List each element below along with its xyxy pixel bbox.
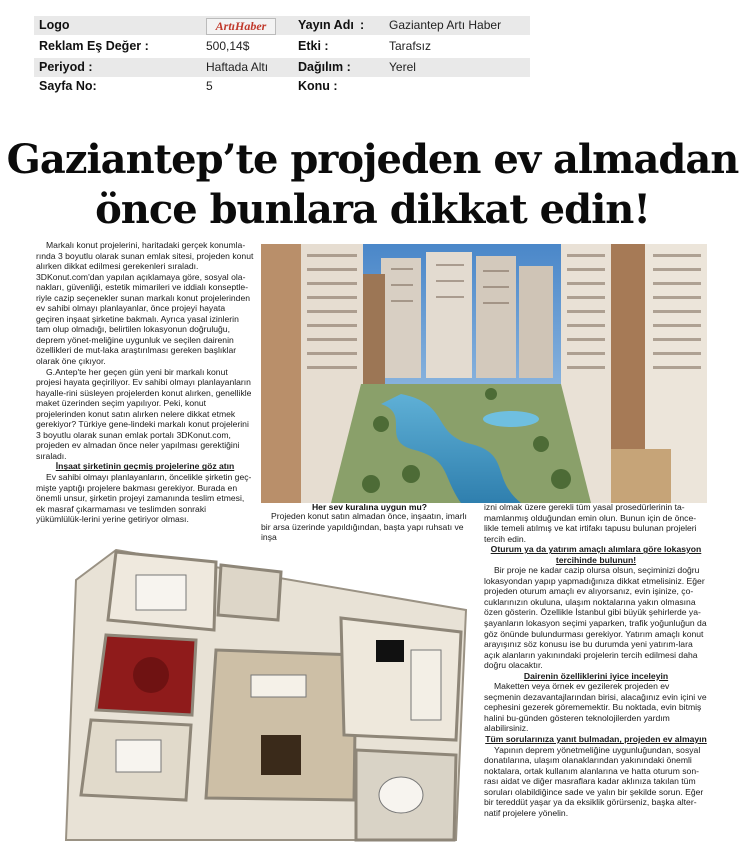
middle-column	[261, 511, 478, 543]
meta-row-periyod	[34, 58, 530, 77]
sayfa-label: Sayfa No:	[39, 79, 97, 93]
middle-paragraph-1: Projeden konut satın almadan önce, inşaatın, imarlı bir arsa üzerinde yapıldığından, başta yapı ruhsatı ve inşa	[261, 511, 467, 543]
apartment-floor-plan-illustration	[56, 540, 476, 860]
left-paragraph-3: G.Antep'te her geçen gün yeni bir markalı konut projesi hayata geçiriliyor. Ev sahibi olmayı planlayanların hayalle-rini süsleyen projelerden konut alırken, genellikle maket üzerinden seçim yapılıyor. Peki, konut projelerinden konut satın alırken nelere dikkat etmek gerekiyor? Türkiye gene-lindeki markalı konut projelerini 3 boyutlu olarak sunan emlak portalı 3DKonut.com, projeden ev almadan önce neler yapılması gerektiğini sıraladı.	[36, 366, 252, 461]
left-paragraph-1: Markalı konut projelerini, haritadaki gerçek konumla-rında 3 boyutlu olarak sunan emlak sitesi, projeden konut alırken dikkat edilmesi gerekenleri sıraladı.	[36, 240, 254, 272]
right-subheading-1: Oturum ya da yatırım amaçlı alımlara göre lokasyon tercihinde bulunun!	[490, 544, 702, 565]
right-paragraph-2: Bir proje ne kadar cazip olursa olsun, seçiminizi doğru lokasyondan yapıp yapmadığınıza dikkat etmelisiniz. Eğer projeden oturum amaçlı ev alıyorsanız, evin işinize, ço-cuklarınızın okuluna, ulaşım noktalarına yakın olmasına özen gösterin. Özellikle İstanbul gibi büyük şehirlerde ya-şayanların lokasyon seçimi yaparken, trafik yoğunluğun da göz önünde bulundurması gerekiyor. Yatırım amaçlı konut arayışınız söz konusu ise bu durumda yeni yatırım-lara açık alanların yakınındaki projelerin tercih edilmesi daha doğru olacaktır.	[484, 565, 707, 671]
residential-complex-photo	[261, 244, 707, 503]
colon: :	[360, 18, 365, 32]
left-subheading-1: İnşaat şirketinin geçmiş projelerine göz atın	[55, 461, 235, 472]
right-subheading-3: Tüm sorularınıza yanıt bulmadan, projeden ev almayın	[485, 734, 707, 745]
periyod-label: Periyod :	[39, 60, 93, 74]
left-paragraph-4: Ev sahibi olmayı planlayanların, öncelikle şirketin geç-mişte yaptığı projelere bakması gerekiyor. Burada en önemli unsur, şirketin projeyi zamanında teslim etmesi, ek masraf çıkarmaması ve teslimden sonraki yükümlülük-lerini yerine getiriyor olması.	[36, 472, 252, 525]
reklam-value: 500,14$	[206, 39, 250, 53]
logo-label: Logo	[39, 18, 70, 32]
right-paragraph-3: Maketten veya örnek ev gezilerek projeden ev seçmenin dezavantajlarından birisi, alacağınız evin içini ve cephesini gezerek görememektir. Bu noktada, evin bitmiş halini bu-günden gösteren teknolojilerden yardım alabilirsiniz.	[484, 681, 707, 734]
yayin-adi-value: Gaziantep Artı Haber	[389, 18, 502, 32]
headline-line-2: önce bunlara dikkat edin!	[95, 186, 650, 233]
periyod-value: Haftada Altı	[206, 60, 269, 74]
left-paragraph-2: 3DKonut.com'dan yapılan açıklamaya göre, sosyal ola-nakları, güvenliği, estetik mimarileri ve iddialı konseptle-riyle cazip seçenekler sunan markalı konut projelerinden ev sahibi olmayı planlayanlar, önce projeyi hayata geçiren inşaat şirketine bakmalı. Ayrıca yasal izinlerin tam olup olmadığı, belirtilen lokasyonun doğruluğu, deprem yönet-meliğine uygunluk ve seçilen dairenin özellikleri de mut-laka araştırılması gereken başlıklar olarak öne çıkıyor.	[36, 271, 251, 367]
etki-label: Etki :	[298, 39, 329, 53]
right-column	[484, 502, 708, 818]
meta-row-logo	[34, 16, 530, 35]
dagilim-value: Yerel	[389, 60, 416, 74]
right-paragraph-1: izni olmak üzere gerekli tüm yasal prosedürlerinin ta-mamlanmış olduğundan emin olun. Bunun için de önce-likle temeli atılmış ve kat irtifakı tapusu bulunan projeleri tercih edin.	[484, 502, 697, 544]
headline-line-1: Gaziantep’te projeden ev almadan	[6, 136, 739, 183]
meta-row-sayfa	[34, 77, 530, 96]
photo-caption: Her sev kuralına uygun mu?	[311, 502, 428, 512]
yayin-adi-label: Yayın Adı	[298, 18, 354, 32]
left-column	[36, 240, 254, 525]
meta-row-reklam	[34, 37, 530, 56]
reklam-label: Reklam Eş Değer :	[39, 39, 149, 53]
right-subheading-2: Dairenin özelliklerini iyice inceleyin	[523, 670, 669, 681]
konu-label: Konu :	[298, 79, 338, 93]
dagilim-label: Dağılım :	[298, 60, 351, 74]
right-paragraph-4: Yapının deprem yönetmeliğine uygunluğundan, sosyal donatılarına, ulaşım olanaklarından yakınındaki önemli noktalara, ortak kullanım alanlarına ve hatta oturum son-rası aidat ve diğer masraflara kadar aklınıza takılan tüm soruları olabildiğince sade ve yalın bir şekilde sorun. Eğer bir tereddüt yaşar ya da eksiklik görürseniz, başka alter-natif projelere yönelin.	[484, 744, 704, 818]
publication-logo: ArtıHaber	[206, 18, 276, 35]
sayfa-value: 5	[206, 79, 213, 93]
etki-value: Tarafsız	[389, 39, 432, 53]
